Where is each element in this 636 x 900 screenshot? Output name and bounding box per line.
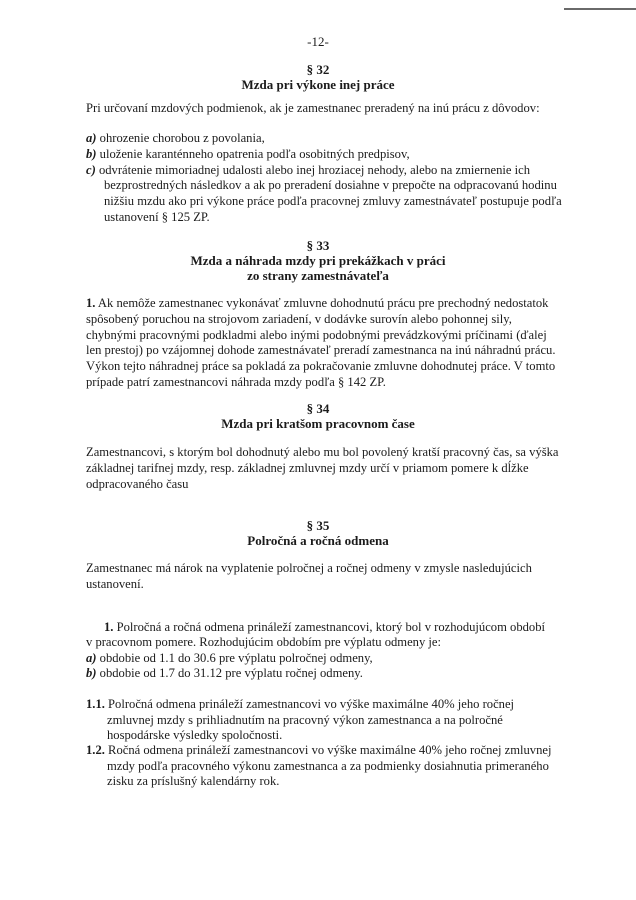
- item-text: obdobie od 1.7 do 31.12 pre výplatu ročnej odmeny.: [99, 666, 363, 680]
- section-34-line: základnej tarifnej mzdy, resp. základnej zmluvnej mzdy určí v priamom pomere k dĺžke: [86, 461, 529, 475]
- section-34-line: odpracovaného času: [86, 477, 189, 491]
- item-text: obdobie od 1.1 do 30.6 pre výplatu polročnej odmeny,: [99, 651, 373, 665]
- section-32-item-c: [86, 163, 566, 179]
- page-number: -12-: [307, 34, 329, 49]
- section-34-number: § 34: [306, 401, 330, 416]
- item-marker: b): [86, 666, 97, 680]
- scan-corner-line: [564, 8, 636, 10]
- section-34-title: Mzda pri kratšom pracovnom čase: [221, 416, 415, 431]
- section-35-paragraph-1-1: [86, 697, 566, 713]
- section-35-paragraph-1-line: v pracovnom pomere. Rozhodujúcim obdobím pre výplatu odmeny je:: [86, 635, 441, 649]
- section-32-item-c-line: bezprostredných následkov a ak po preradení dosiahne v prepočte na odpracovanú hodinu: [104, 178, 557, 192]
- section-35-intro: Zamestnanec má nárok na vyplatenie polročnej a ročnej odmeny v zmysle nasledujúcich: [86, 561, 532, 575]
- paragraph-number: 1.: [86, 296, 96, 310]
- item-text: ohrozenie chorobou z povolania,: [99, 131, 265, 145]
- paragraph-number: 1.: [104, 620, 114, 634]
- section-35-intro-line: ustanovení.: [86, 577, 144, 591]
- section-35-paragraph-1-2: [86, 743, 566, 759]
- section-32-title: Mzda pri výkone inej práce: [241, 77, 395, 92]
- section-35-item-b: [86, 666, 566, 682]
- paragraph-number: 1.2.: [86, 743, 105, 757]
- section-35-paragraph-1-1-line: zmluvnej mzdy s prihliadnutím na pracovný výkon zamestnanca a na polročné: [107, 713, 503, 727]
- section-33-paragraph-1: [86, 296, 566, 312]
- section-35-item-a: [86, 651, 566, 667]
- section-33-title: Mzda a náhrada mzdy pri prekážkach v práci: [190, 253, 446, 268]
- section-33-line: spôsobený poruchou na strojovom zariadení, v dodávke surovín alebo pohonnej sily,: [86, 312, 512, 326]
- paragraph-number: 1.1.: [86, 697, 105, 711]
- item-marker: a): [86, 131, 97, 145]
- section-32-item-a: [86, 131, 566, 147]
- paragraph-line: Ak nemôže zamestnanec vykonávať zmluvne dohodnutú prácu pre prechodný nedostatok: [97, 296, 549, 310]
- section-33-title-line: zo strany zamestnávateľa: [247, 268, 389, 283]
- section-32-number: § 32: [306, 62, 330, 77]
- section-35-paragraph-1-2-line: zisku za príslušný kalendárny rok.: [107, 774, 280, 788]
- item-marker: b): [86, 147, 97, 161]
- paragraph-line: Polročná a ročná odmena prináleží zamestnancovi, ktorý bol v rozhodujúcom období: [116, 620, 546, 634]
- section-33-line: len prestoj) po vzájomnej dohode zamestnávateľ preradí zamestnanca na inú náhradnú prácu.: [86, 343, 556, 357]
- section-32-item-c-line: nižšiu mzdu ako pri výkone práce podľa pracovnej zmluvy zamestnávateľ postupuje podľa: [104, 194, 562, 208]
- section-35-number: § 35: [306, 518, 330, 533]
- item-text: uloženie karanténneho opatrenia podľa osobitných predpisov,: [99, 147, 410, 161]
- section-32-item-b: [86, 147, 566, 163]
- section-34-line: Zamestnancovi, s ktorým bol dohodnutý alebo mu bol povolený kratší pracovný čas, sa výška: [86, 445, 559, 459]
- item-marker: c): [86, 163, 96, 177]
- paragraph-line: Ročná odmena prináleží zamestnancovi vo výške maximálne 40% jeho ročnej zmluvnej: [108, 743, 552, 757]
- section-35-paragraph-1-1-line: hospodárske výsledky spoločnosti.: [107, 728, 283, 742]
- section-32-item-c-line: ustanovení § 125 ZP.: [104, 210, 210, 224]
- section-33-number: § 33: [306, 238, 330, 253]
- section-33-line: Výkon tejto náhradnej práce sa pokladá za pokračovanie zmluvne dohodnutej práce. V tomto: [86, 359, 556, 373]
- item-text: odvrátenie mimoriadnej udalosti alebo inej hroziacej nehody, alebo na zmiernenie ich: [98, 163, 531, 177]
- paragraph-line: Polročná odmena prináleží zamestnancovi vo výške maximálne 40% jeho ročnej: [108, 697, 515, 711]
- section-35-paragraph-1: [104, 620, 584, 636]
- section-35-title: Polročná a ročná odmena: [247, 533, 389, 548]
- item-marker: a): [86, 651, 97, 665]
- section-33-line: prípade patrí zamestnancovi náhrada mzdy podľa § 142 ZP.: [86, 375, 386, 389]
- section-33-line: chybnými pracovnými podkladmi alebo inými podobnými prevádzkovými príčinami (ďalej: [86, 328, 547, 342]
- section-32-intro: Pri určovaní mzdových podmienok, ak je zamestnanec preradený na inú prácu z dôvodov:: [86, 101, 540, 115]
- section-35-paragraph-1-2-line: mzdy podľa pracovného výkonu zamestnanca a za podmienky dosiahnutia primeraného: [107, 759, 549, 773]
